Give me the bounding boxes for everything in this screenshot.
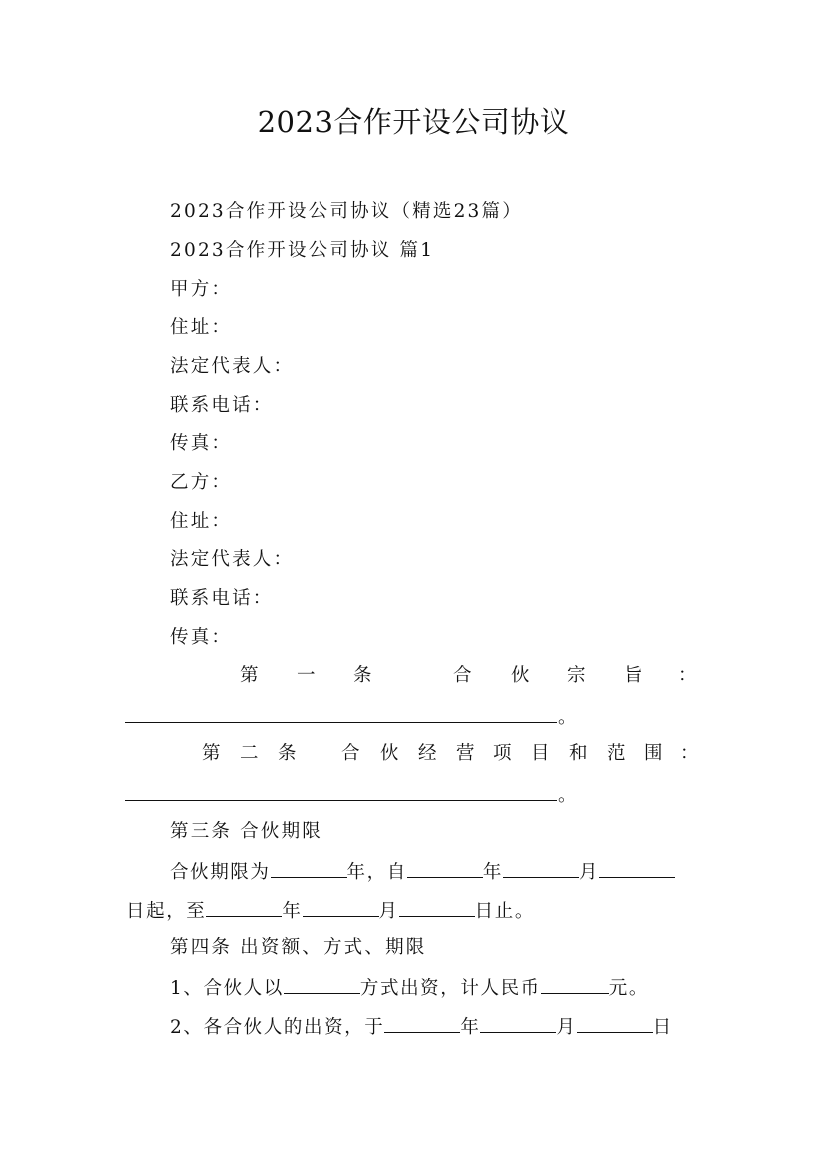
article-1-end: 。 [558,707,577,728]
article-1-char: 条 [353,665,372,686]
article-3-text: 日起，至 [126,901,207,922]
contribution-method-blank [284,975,360,994]
article-4-text: 年 [460,1017,481,1038]
party-b-fax: 传真： [170,627,233,648]
article-3-line-1 [170,859,675,885]
end-year-blank [206,898,282,917]
article-2-char: 围 [644,743,663,764]
article-3-heading: 第三条 合伙期限 [170,821,323,842]
contribution-day-blank [577,1014,653,1033]
article-2-end: 。 [558,785,577,806]
contribution-amount-blank [541,975,609,994]
article-4-item-1 [170,975,649,1001]
article-2-char: 第 [202,743,221,764]
article-1-char: 宗 [567,665,586,686]
article-3-text: 月 [578,862,600,883]
article-1-char: ： [678,665,697,686]
start-year-blank [407,859,483,878]
article-3-text: 合伙期限为 [170,862,271,883]
party-b-phone: 联系电话： [170,588,274,609]
article-3-text: 日止。 [474,901,535,922]
article-2-char: 经 [418,743,437,764]
contribution-year-blank [384,1014,460,1033]
article-3-text: 月 [378,901,399,922]
article-2-char: 范 [607,743,626,764]
party-a-label: 甲方： [170,279,233,300]
party-b-label: 乙方： [170,472,233,493]
start-day-blank [599,859,675,878]
start-month-blank [503,859,579,878]
article-1-blank [125,722,557,723]
article-3-text: 年，自 [346,862,407,883]
end-day-blank [399,898,475,917]
party-a-fax: 传真： [170,433,233,454]
article-1-char: 旨 [624,665,643,686]
term-years-blank [271,859,347,878]
article-2-char: 条 [278,743,297,764]
article-2-char: 项 [493,743,512,764]
document-title: 2023合作开设公司协议 [257,105,570,139]
party-a-address: 住址： [170,317,233,338]
article-4-text: 日 [652,1017,673,1038]
party-a-legal-rep: 法定代表人： [170,356,295,377]
article-2-char: 和 [569,743,588,764]
article-4-text: 月 [556,1017,577,1038]
section-heading: 2023合作开设公司协议 篇1 [170,240,435,261]
article-2-char: 目 [531,743,550,764]
article-4-heading: 第四条 出资额、方式、期限 [170,937,427,958]
article-2-char: 营 [456,743,475,764]
article-3-line-2 [126,898,535,924]
article-2-char: ： [680,743,699,764]
document-subtitle: 2023合作开设公司协议（精选23篇） [170,201,523,222]
article-4-item-2 [170,1014,673,1040]
article-4-text: 2、各合伙人的出资，于 [170,1017,385,1038]
article-2-char: 二 [240,743,259,764]
article-3-text: 年 [482,862,503,883]
article-2-blank [125,800,557,801]
contribution-month-blank [480,1014,556,1033]
article-2-char: 合 [341,743,360,764]
article-4-text: 方式出资，计人民币 [359,978,541,999]
article-1-char: 一 [297,665,316,686]
article-1-char: 合 [453,665,472,686]
article-4-text: 1、合伙人以 [170,978,284,999]
article-3-text: 年 [282,901,303,922]
article-2-char: 伙 [380,743,399,764]
party-b-address: 住址： [170,511,233,532]
party-a-phone: 联系电话： [170,395,274,416]
party-b-legal-rep: 法定代表人： [170,549,295,570]
article-1-char: 第 [240,665,259,686]
article-4-text: 元。 [608,978,649,999]
article-1-char: 伙 [511,665,530,686]
end-month-blank [303,898,379,917]
